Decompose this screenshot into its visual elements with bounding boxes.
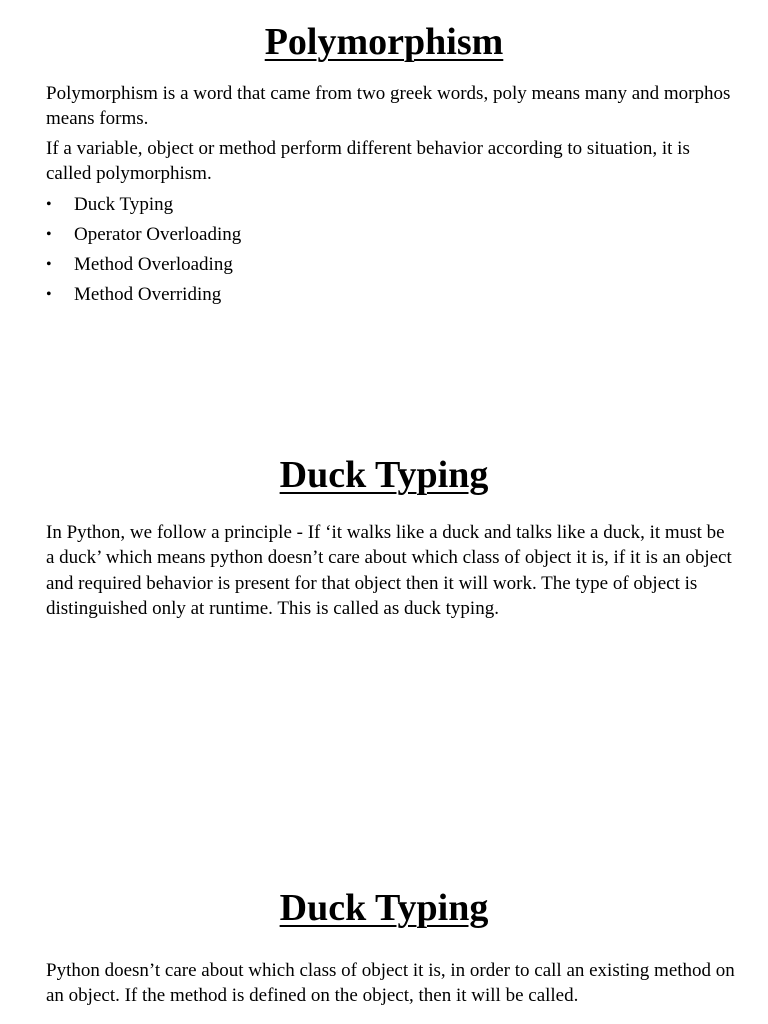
slide-1-paragraph-explanation: If a variable, object or method perform different behavior according to situation, it is called polymorphism. [46,138,690,185]
slide-3-title: Duck Typing [279,887,489,929]
slide-2-paragraph: In Python, we follow a principle - If ‘it walks like a duck and talks like a duck, it must be a duck’ which means python doesn’t care about which class of object it is, if it is an object and required behavior is present for that object then it will work. The type of object is distinguished only at runtime. This is called as duck typing. [46,522,732,619]
bullet-icon: • [46,226,52,243]
list-item-label: Method Overloading [74,254,233,275]
slide-1-paragraph-definition: Polymorphism is a word that came from two greek words, poly means many and morphos means forms. [46,83,731,130]
slide-1-title: Polymorphism [264,21,504,63]
bullet-icon: • [46,196,52,213]
list-item-label: Method Overriding [74,284,222,305]
list-item-label: Operator Overloading [74,224,242,245]
list-item [46,252,241,282]
bullet-icon: • [46,286,52,303]
slide-3-paragraph: Python doesn’t care about which class of object it is, in order to call an existing method on an object. If the method is defined on the object, then it will be called. [46,960,735,1007]
list-item [46,192,241,222]
slide-2-title: Duck Typing [279,454,489,496]
list-item-label: Duck Typing [74,194,174,215]
polymorphism-types-list [46,192,241,312]
list-item [46,222,241,252]
list-item [46,282,241,312]
bullet-icon: • [46,256,52,273]
